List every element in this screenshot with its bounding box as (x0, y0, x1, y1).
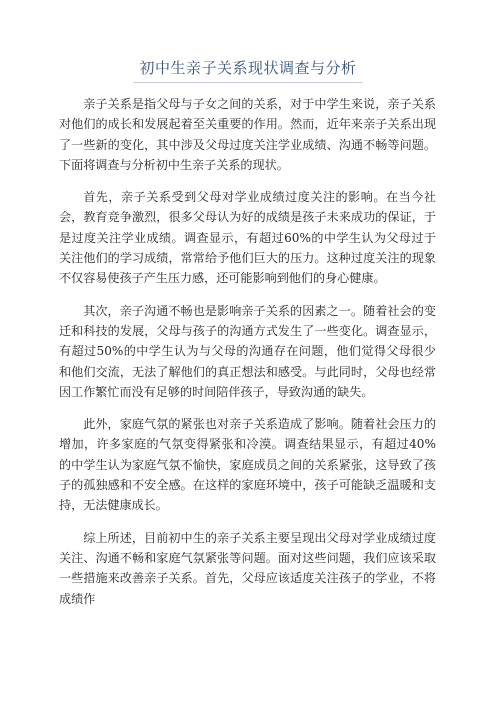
paragraph-communication: 其次，亲子沟通不畅也是影响亲子关系的因素之一。随着社会的变迁和科技的发展，父母与孩子的沟通方式发生了一些变化。调查显示，有超过50%的中学生认为与父母的沟通存在问题，他们觉得父母很少和他们交流，无法了解他们的真正想法和感受。与此同时，父母也经常因工作繁忙而没有足够的时间陪伴孩子，导致沟通的缺失。 (59, 303, 436, 399)
title-block (0, 58, 496, 83)
paragraph-family-atmosphere: 此外，家庭气氛的紧张也对亲子关系造成了影响。随着社会压力的增加，许多家庭的气氛变得紧张和冷漠。调查结果显示，有超过40%的中学生认为家庭气氛不愉快，家庭成员之间的关系紧张，这导致了孩子的孤独感和不安全感。在这样的家庭环境中，孩子可能缺乏温暖和支持，无法健康成长。 (59, 417, 436, 513)
paragraph-summary: 综上所述，目前初中生的亲子关系主要呈现出父母对学业成绩过度关注、沟通不畅和家庭气氛紧张等问题。面对这些问题，我们应该采取一些措施来改善亲子关系。首先，父母应该适度关注孩子的学业，不将成绩作 (59, 530, 436, 606)
paragraph-academic-pressure: 首先，亲子关系受到父母对学业成绩过度关注的影响。在当今社会，教育竞争激烈，很多父母认为好的成绩是孩子未来成功的保证，于是过度关注学业成绩。调查显示，有超过60%的中学生认为父母过于关注他们的学习成绩，常常给予他们巨大的压力。这种过度关注的现象不仅容易使孩子产生压力感，还可能影响到他们的身心健康。 (59, 190, 436, 286)
document-title: 初中生亲子关系现状调查与分析 (133, 58, 362, 83)
paragraph-intro: 亲子关系是指父母与子女之间的关系，对于中学生来说，亲子关系对他们的成长和发展起着至关重要的作用。然而，近年来亲子关系出现了一些新的变化，其中涉及父母过度关注学业成绩、沟通不畅等问题。下面将调查与分析初中生亲子关系的现状。 (59, 97, 436, 172)
document-body (59, 94, 436, 621)
